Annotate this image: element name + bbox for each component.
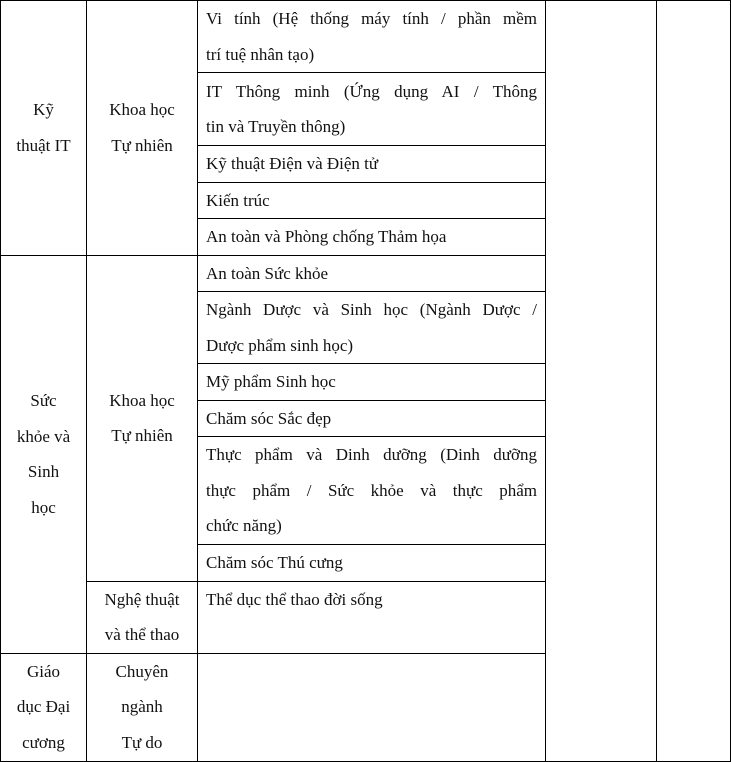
major-cell (198, 182, 546, 219)
major-line: Kỹ thuật Điện và Điện tử (206, 154, 379, 173)
category-cell (87, 255, 198, 581)
field-line: Giáo (26, 661, 61, 681)
major-line: IT Thông minh (Ứng dụng AI / Thông (206, 81, 537, 101)
major-cell (198, 581, 546, 653)
table-row (1, 1, 731, 73)
major-line: Chăm sóc Sắc đẹp (206, 408, 332, 428)
major-cell (198, 255, 546, 292)
major-cell (198, 73, 546, 146)
field-cell (1, 653, 87, 761)
major-cell (198, 364, 546, 401)
category-line: Khoa học (109, 390, 175, 410)
major-line: Ngành Dược và Sinh học (Ngành Dược / (206, 300, 537, 319)
field-line: Kỹ (33, 100, 54, 120)
category-line: Khoa học (109, 100, 175, 120)
major-line: Thể dục thể thao đời sống (206, 589, 383, 609)
category-line: Tự nhiên (111, 426, 173, 445)
major-line: An toàn và Phòng chống Thảm họa (206, 227, 447, 246)
major-cell (198, 400, 546, 437)
major-line: Vi tính (Hệ thống máy tính / phần mềm (206, 9, 537, 28)
field-cell (1, 255, 87, 653)
major-line: Thực phẩm và Dinh dưỡng (Dinh dưỡng (206, 445, 537, 465)
major-line: Dược phẩm sinh học) (206, 335, 354, 355)
category-line: Nghệ thuật (104, 589, 180, 609)
field-line: Sinh (27, 462, 60, 481)
major-line: trí tuệ nhân tạo) (206, 44, 315, 64)
category-line: Tự do (121, 732, 163, 752)
category-cell (87, 1, 198, 256)
field-line: học (31, 497, 56, 517)
category-line: Tự nhiên (111, 135, 173, 155)
major-cell (198, 653, 546, 761)
major-cell (198, 146, 546, 183)
empty-cell (657, 1, 731, 762)
field-line: Sức (30, 391, 57, 410)
field-cell (1, 1, 87, 256)
field-line: khỏe và (16, 426, 71, 446)
field-line: dục Đại (16, 697, 71, 717)
category-line: Chuyên (115, 661, 169, 681)
major-line: Kiến trúc (206, 190, 270, 210)
major-line: chức năng) (206, 516, 282, 536)
major-line: Mỹ phẩm Sinh học (206, 372, 336, 391)
category-line: ngành (121, 697, 163, 717)
major-line: An toàn Sức khỏe (206, 263, 329, 283)
major-line: tin và Truyền thông) (206, 117, 346, 136)
major-line: Chăm sóc Thú cưng (206, 553, 343, 572)
category-cell (87, 581, 198, 653)
major-cell (198, 545, 546, 582)
empty-cell (546, 1, 657, 762)
major-cell (198, 292, 546, 364)
field-line: cương (22, 732, 65, 752)
category-line: và thể thao (104, 625, 180, 644)
major-cell (198, 1, 546, 73)
major-cell (198, 437, 546, 545)
field-line: thuật IT (16, 135, 71, 155)
category-cell (87, 653, 198, 761)
major-line: thực phẩm / Sức khỏe và thực phẩm (206, 480, 537, 500)
major-cell (198, 219, 546, 256)
